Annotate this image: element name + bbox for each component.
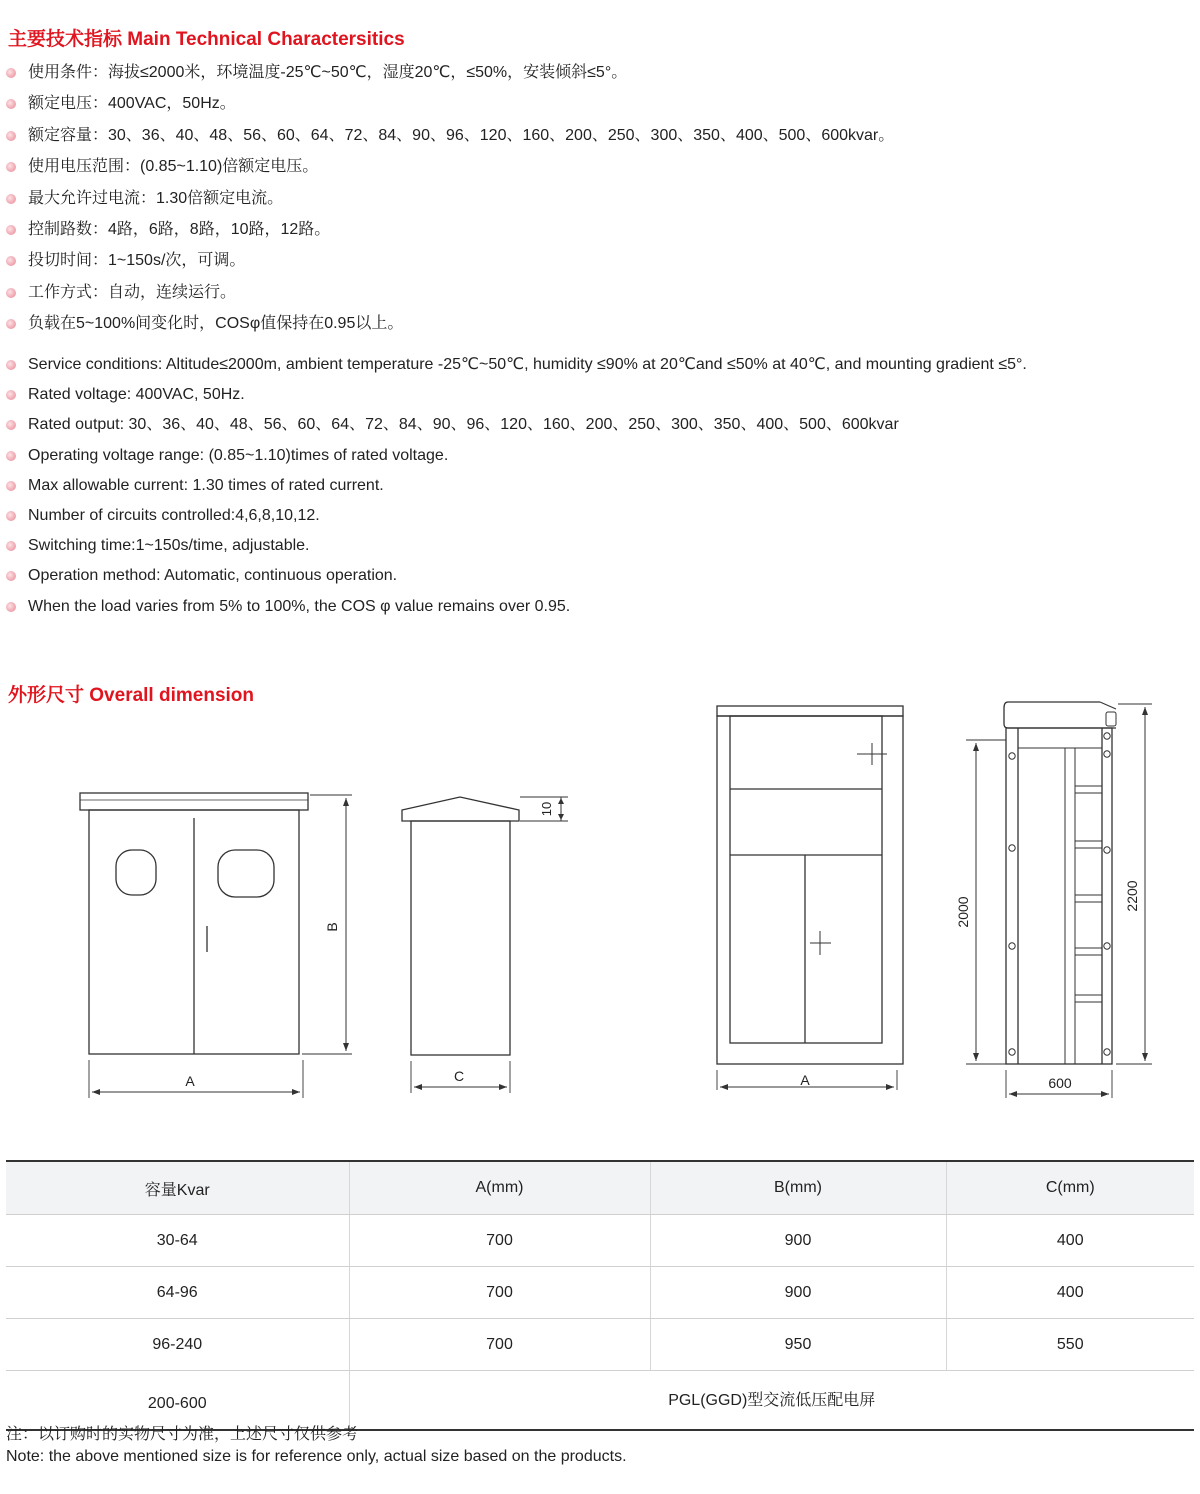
table-cell: 400 — [946, 1215, 1194, 1267]
table-row — [6, 1215, 1194, 1267]
table-header-row — [6, 1161, 1194, 1215]
dimension-heading: 外形尺寸 Overall dimension — [8, 685, 254, 706]
cabinet-side-drawing — [390, 775, 580, 1105]
en-spec-item: When the load varies from 5% to 100%, the COS φ value remains over 0.95. — [6, 596, 1027, 626]
bullet-icon — [6, 162, 16, 172]
table-cell: 700 — [349, 1267, 650, 1319]
cn-spec-item: 额定电压：400VAC，50Hz。 — [6, 93, 894, 124]
en-spec-item: Rated output: 30、36、40、48、56、60、64、72、84、90、96、120、160、200、250、300、350、400、500、600kvar — [6, 414, 1027, 444]
bullet-icon — [6, 131, 16, 141]
table-merged-cell: PGL(GGD)型交流低压配电屏 — [349, 1371, 1194, 1431]
table-cell: 96-240 — [6, 1319, 349, 1371]
label-b: B — [324, 922, 340, 932]
header-a: A(mm) — [349, 1161, 650, 1215]
panel-side-drawing — [940, 690, 1160, 1100]
panel-side-body — [1006, 728, 1112, 1064]
panel-side-top — [1004, 702, 1116, 728]
en-spec-item: Service conditions: Altitude≤2000m, ambient temperature -25℃~50℃, humidity ≤90% at 20℃and ≤50% at 40℃, and mounting gradient ≤5°. — [6, 354, 1027, 384]
table-cell: 700 — [349, 1319, 650, 1371]
en-spec-item: Rated voltage: 400VAC, 50Hz. — [6, 384, 1027, 414]
tech-heading: 主要技术指标 Main Technical Charactersitics — [8, 29, 405, 50]
bullet-icon — [6, 390, 16, 400]
cn-spec-item: 使用电压范围：(0.85~1.10)倍额定电压。 — [6, 156, 894, 187]
table-cell: 900 — [650, 1215, 946, 1267]
bullet-icon — [6, 571, 16, 581]
cn-spec-item: 额定容量：30、36、40、48、56、60、64、72、84、90、96、120、160、200、250、300、350、400、500、600kvar。 — [6, 125, 894, 156]
table-cell: 900 — [650, 1267, 946, 1319]
header-capacity: 容量Kvar — [6, 1161, 349, 1215]
table-cell: 550 — [946, 1319, 1194, 1371]
en-spec-item: Operation method: Automatic, continuous operation. — [6, 565, 1027, 595]
table-cell: 400 — [946, 1267, 1194, 1319]
table-cell: 950 — [650, 1319, 946, 1371]
bullet-icon — [6, 256, 16, 266]
panel-frame — [717, 716, 903, 1064]
bullet-icon — [6, 481, 16, 491]
side-roof — [402, 797, 519, 821]
table-cell: 64-96 — [6, 1267, 349, 1319]
bullet-icon — [6, 99, 16, 109]
table-row — [6, 1319, 1194, 1371]
en-spec-item: Max allowable current: 1.30 times of rated current. — [6, 475, 1027, 505]
bullet-icon — [6, 360, 16, 370]
cn-spec-item: 控制路数：4路，6路，8路，10路，12路。 — [6, 219, 894, 250]
label-c: C — [453, 1068, 465, 1084]
en-spec-list — [6, 354, 1027, 626]
en-spec-item: Switching time:1~150s/time, adjustable. — [6, 535, 1027, 565]
table-cell: 200-600 — [6, 1371, 349, 1431]
bullet-icon — [6, 511, 16, 521]
bullet-icon — [6, 451, 16, 461]
bullet-icon — [6, 194, 16, 204]
label-2200: 2200 — [1124, 880, 1140, 912]
label-a: A — [185, 1073, 195, 1089]
notes — [6, 1424, 627, 1468]
table-cell: 30-64 — [6, 1215, 349, 1267]
bullet-icon — [6, 541, 16, 551]
table-row — [6, 1267, 1194, 1319]
table-cell: 700 — [349, 1215, 650, 1267]
left-door-window — [116, 850, 156, 895]
cn-spec-item: 负载在5~100%间变化时，COSφ值保持在0.95以上。 — [6, 313, 894, 344]
bullet-icon — [6, 288, 16, 298]
side-body — [411, 821, 510, 1055]
panel-top — [717, 706, 903, 716]
header-b: B(mm) — [650, 1161, 946, 1215]
label-600: 600 — [1048, 1075, 1072, 1091]
panel-inner — [730, 716, 882, 1043]
cn-spec-item: 最大允许过电流：1.30倍额定电流。 — [6, 188, 894, 219]
cn-spec-item: 投切时间：1~150s/次，可调。 — [6, 250, 894, 281]
table-row — [6, 1371, 1194, 1431]
label-a2: A — [800, 1072, 810, 1088]
bullet-icon — [6, 602, 16, 612]
bullet-icon — [6, 319, 16, 329]
cn-spec-item: 使用条件：海拔≤2000米，环境温度-25℃~50℃，湿度20℃，≤50%，安装倾斜≤5°。 — [6, 62, 894, 93]
label-10: 10 — [539, 801, 554, 817]
panel-front-drawing — [700, 695, 920, 1100]
note-cn: 注：以订购时的实物尺寸为准，上述尺寸仅供参考 — [6, 1426, 359, 1443]
cabinet-roof — [80, 793, 308, 810]
cn-spec-list — [6, 62, 894, 345]
cabinet-front-drawing — [0, 770, 380, 1110]
bullet-icon — [6, 225, 16, 235]
cn-spec-item: 工作方式：自动，连续运行。 — [6, 282, 894, 313]
header-c: C(mm) — [946, 1161, 1194, 1215]
bullet-icon — [6, 68, 16, 78]
right-door-window — [218, 850, 274, 897]
en-spec-item: Number of circuits controlled:4,6,8,10,12. — [6, 505, 1027, 535]
label-2000: 2000 — [955, 896, 971, 928]
dimension-table — [6, 1160, 1194, 1431]
en-spec-item: Operating voltage range: (0.85~1.10)times of rated voltage. — [6, 445, 1027, 475]
bullet-icon — [6, 420, 16, 430]
note-en: Note: the above mentioned size is for reference only, actual size based on the products. — [6, 1448, 627, 1465]
